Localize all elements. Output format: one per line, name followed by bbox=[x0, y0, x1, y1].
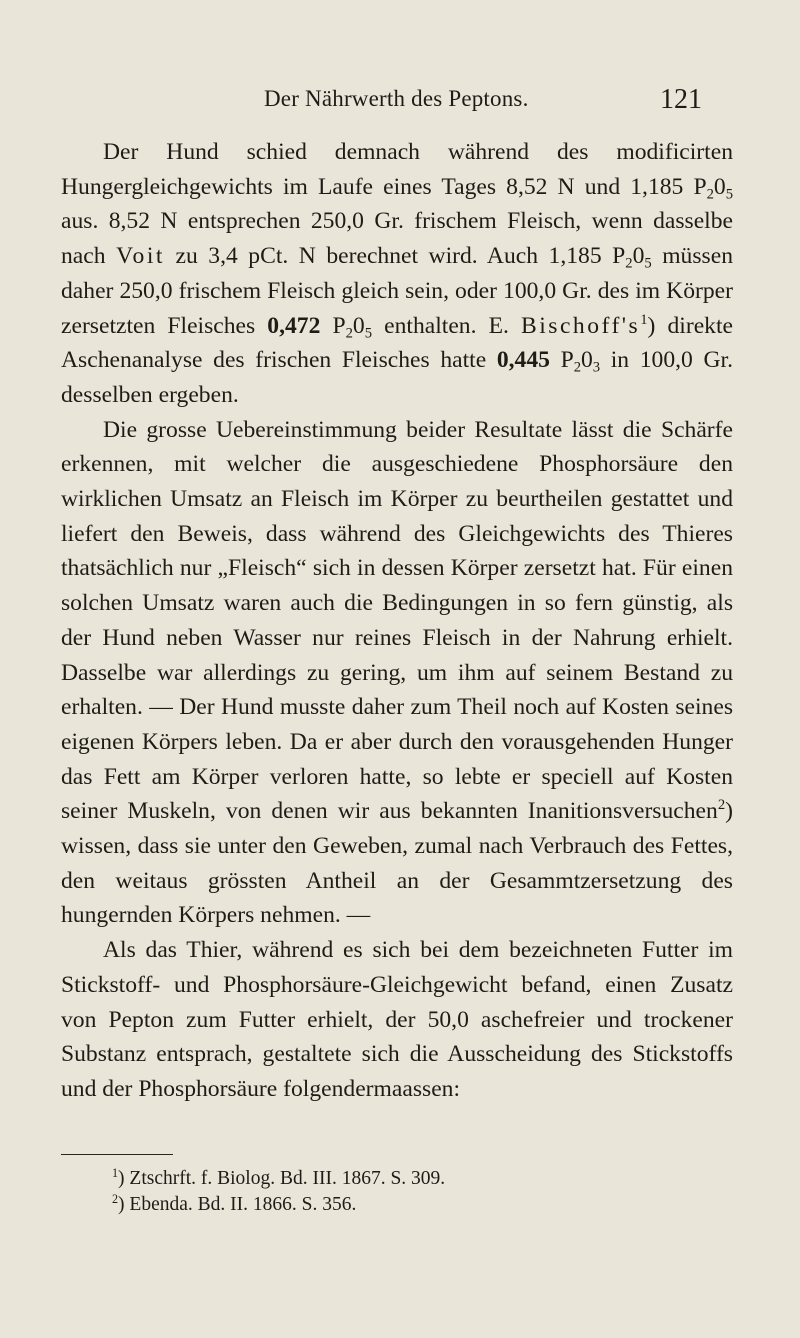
footnotes bbox=[112, 1166, 445, 1218]
author-name: Bischoff's bbox=[520, 312, 641, 339]
author-name: Voit bbox=[116, 243, 165, 270]
footnote-1 bbox=[112, 1166, 445, 1192]
text-run: zu 3,4 pCt. N berechnet wird. Auch 1,185 P bbox=[164, 243, 626, 270]
subscript: 2 bbox=[345, 324, 353, 341]
running-title: Der Nährwerth des Peptons. bbox=[264, 86, 529, 111]
footnote-ref: 2 bbox=[717, 797, 726, 814]
page-number: 121 bbox=[660, 84, 702, 115]
text-run: 0 bbox=[352, 312, 365, 339]
subscript: 5 bbox=[364, 324, 373, 341]
text-run: müssen daher 250,0 frischem Fleisch gleich sein, oder 100,0 Gr. des im Körper zersetzten Fleisches bbox=[61, 243, 733, 339]
text-run: ) wissen, dass sie unter den Geweben, zumal nach Verbrauch des Fettes, den weitaus grössten Antheil an der Gesammtzersetzung des hungernden Körpers nehmen. — bbox=[61, 798, 733, 929]
paragraph-3 bbox=[61, 933, 733, 1107]
text-run: 0 bbox=[632, 243, 645, 270]
text-run: Der Hund schied demnach während des modificirten Hungergleichgewichts im Laufe eines Tages 8,52 N und 1,185 P bbox=[61, 139, 733, 200]
paragraph-1 bbox=[61, 135, 733, 413]
footnote-mark: 1 bbox=[112, 1165, 119, 1180]
text-run: Als das Thier, während es sich bei dem bezeichneten Futter im Stickstoff- und Phosphorsäure-Gleichgewicht befand, einen Zusatz von Pepton zum Futter erhielt, der 50,0 aschefreier und trockener Substanz entsprach, gestaltete sich die Ausscheidung des Stickstoffs und der Phosphorsäure folgendermaassen: bbox=[61, 937, 733, 1102]
subscript: 2 bbox=[706, 186, 714, 203]
text-run: ) direkte Aschenanalyse des frischen Fleisches hatte bbox=[61, 312, 733, 374]
text-run: 0 bbox=[581, 347, 593, 374]
bold-value: 0,445 bbox=[496, 347, 550, 374]
footnote-2 bbox=[112, 1192, 445, 1218]
text-run: P bbox=[320, 312, 346, 339]
body-text bbox=[61, 135, 733, 1107]
footnote-mark: 2 bbox=[112, 1191, 119, 1206]
footnote-divider bbox=[61, 1154, 173, 1155]
text-run: aus. 8,52 N entsprechen 250,0 Gr. frischem Fleisch, wenn dasselbe nach bbox=[61, 208, 733, 270]
text-run: in 100,0 Gr. desselben ergeben. bbox=[61, 347, 733, 408]
subscript: 3 bbox=[592, 359, 601, 376]
footnote-text: ) Ebenda. Bd. II. 1866. S. 356. bbox=[118, 1194, 357, 1215]
text-run: Die grosse Uebereinstimmung beider Resultate lässt die Schärfe erkennen, mit welcher die ausgeschiedene Phosphorsäure den wirklichen Umsatz an Fleisch im Körper zu beurtheilen gestattet und liefert den Beweis, dass während des Gleichgewichts des Thieres thatsächlich nur „Fleisch“ sich in dessen Körper zersetzt hat. Für einen solchen Umsatz waren auch die Bedingungen in so fern günstig, als der Hund neben Wasser nur reines Fleisch in der Nahrung erhielt. Dasselbe war allerdings zu gering, um ihm auf seinem Bestand zu erhalten. — Der Hund musste daher zum Theil noch auf Kosten seines eigenen Körpers leben. Da er aber durch den vorausgehenden Hunger das Fett am Körper verloren hatte, so lebte er speciell auf Kosten seiner Muskeln, von denen wir aus bekannten Inanitionsversuchen bbox=[61, 416, 733, 825]
page-header bbox=[0, 84, 800, 124]
text-run: 0 bbox=[713, 173, 726, 200]
footnote-text: ) Ztschrft. f. Biolog. Bd. III. 1867. S. 309. bbox=[118, 1168, 446, 1189]
text-run: enthalten. E. bbox=[372, 312, 521, 339]
subscript: 5 bbox=[725, 186, 733, 203]
paragraph-2 bbox=[61, 413, 733, 934]
bold-value: 0,472 bbox=[267, 312, 321, 339]
text-run: P bbox=[549, 347, 574, 374]
subscript: 2 bbox=[573, 359, 581, 376]
subscript: 5 bbox=[644, 255, 652, 272]
subscript: 2 bbox=[625, 255, 633, 272]
footnote-ref: 1 bbox=[640, 311, 648, 328]
